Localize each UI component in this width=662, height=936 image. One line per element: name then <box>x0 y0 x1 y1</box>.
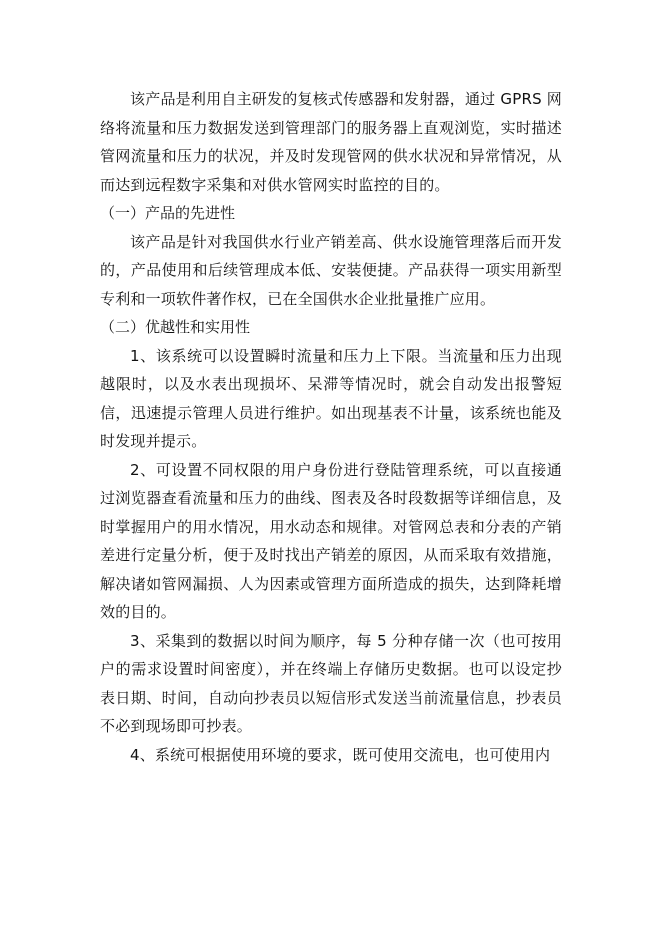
feature-paragraph-4: 4、系统可根据使用环境的要求，既可使用交流电，也可使用内 <box>130 745 551 764</box>
feature-paragraph-2: 2、可设置不同权限的用户身份进行登陆管理系统，可以直接通过浏览器查看流量和压力的曲线、图表及各时段数据等详细信息，及时掌握用户的用水情况，用水动态和规律。对管网总表和分表的产销差进行定量分析，便于及时找出产销差的原因，从而采取有效措施，解决诸如管网漏损、人为因素或管理方面所造成的损失，达到降耗增效的目的。 <box>100 460 562 621</box>
section-heading-superiority: （二）优越性和实用性 <box>100 318 251 336</box>
document-body <box>100 85 562 769</box>
feature-paragraph-3: 3、采集到的数据以时间为顺序，每 5 分种存储一次（也可按用户的需求设置时间密度），并在终端上存储历史数据。也可以设定抄表日期、时间，自动向抄表员以短信形式发送当前流量信息，抄表员不必到现场即可抄表。 <box>100 631 562 735</box>
section-heading-advancement: （一）产品的先进性 <box>100 204 236 222</box>
feature-paragraph-1: 1、该系统可以设置瞬时流量和压力上下限。当流量和压力出现越限时，以及水表出现损坏、呆滞等情况时，就会自动发出报警短信，迅速提示管理人员进行维护。如出现基表不计量，该系统也能及时发现并提示。 <box>100 346 562 450</box>
intro-paragraph: 该产品是利用自主研发的复核式传感器和发射器，通过 GPRS 网络将流量和压力数据发送到管理部门的服务器上直观浏览，实时描述管网流量和压力的状况，并及时发现管网的供水状况和异常情况，从而达到远程数字采集和对供水管网实时监控的目的。 <box>100 90 562 194</box>
advancement-paragraph: 该产品是针对我国供水行业产销差高、供水设施管理落后而开发的，产品使用和后续管理成本低、安装便捷。产品获得一项实用新型专利和一项软件著作权，已在全国供水企业批量推广应用。 <box>100 232 562 308</box>
